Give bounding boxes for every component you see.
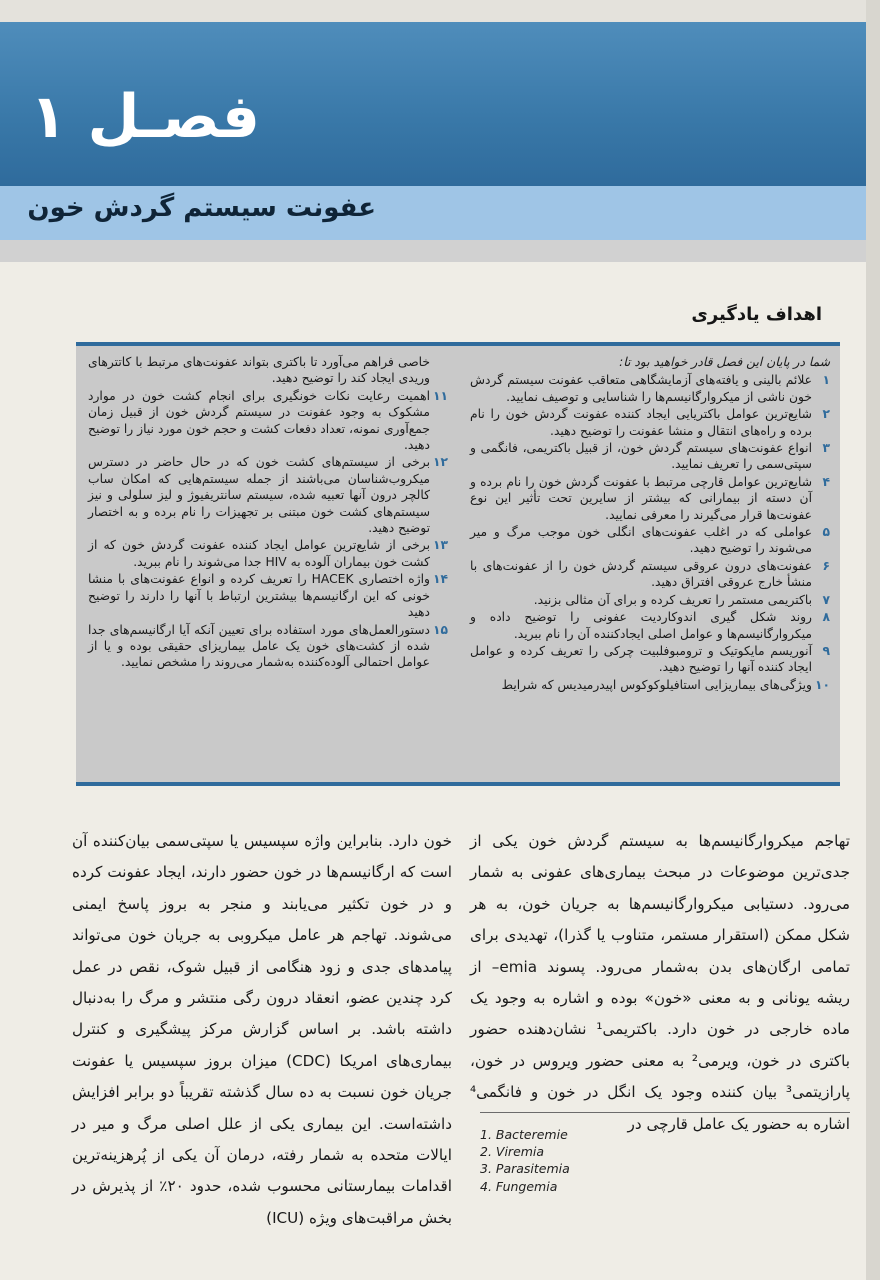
objective-number: ۴ [822, 474, 830, 489]
objective-number: ۳ [822, 441, 830, 456]
objective-item [470, 609, 830, 642]
objective-item [470, 592, 830, 608]
objective-item [470, 677, 830, 693]
objective-text: عفونت‌های درون عروقی سیستم گردش خون را از عفونت‌های با منشأ خارج عروقی افتراق دهید. [470, 558, 812, 590]
objective-item [88, 354, 448, 387]
footnotes [480, 1126, 820, 1195]
chapter-number: فصـل ۱ [30, 82, 260, 152]
objective-number: ۱۵ [432, 622, 448, 637]
objective-number: ۲ [822, 407, 830, 422]
objective-text: آنوریسم مایکوتیک و ترومبوفلبیت چرکی را تعریف کرده و عوامل ایجاد کننده آنها را توضیح دهید. [470, 643, 812, 675]
footnote-item: 2. Viremia [480, 1144, 545, 1160]
objective-text: عواملی که در اغلب عفونت‌های انگلی خون موجب مرگ و میر می‌شوند را توضیح دهید. [470, 525, 812, 556]
objective-text: باکتریمی مستمر را تعریف کرده و برای آن مثالی بزنید. [533, 592, 812, 607]
objective-number: ۷ [822, 592, 830, 607]
objective-text: اهمیت رعایت نکات خونگیری برای انجام کشت خون در موارد مشکوک به وجود عفونت در سیستم گردش خون از قبیل زمان جمع‌آوری نمونه، تعداد دفعات کشت و حجم خون مورد نیاز را توضیح دهید. [88, 388, 430, 453]
objective-item [470, 558, 830, 591]
body-paragraph-right: تهاجم میکروارگانیسم‌ها به سیستم گردش خون یکی از جدی‌ترین موضوعات در مبحث بیماری‌های عفونی به شمار می‌رود. دستیابی میکروارگانیسم‌ها به جریان خون، به هر شکل ممکن (استقرار مستمر، متناوب یا گذرا)، تهدیدی برای تمامی ارگان‌های بدن به‌شمار می‌رود. پسوند emia– از ریشه یونانی و به معنی «خون» بوده و اشاره به وجود یک ماده خارجی در خون دارد. باکتریمی¹ نشان‌دهنده حضور باکتری در خون، ویرمی² به معنی حضور ویروس در خون، پارازیتمی³ بیان کننده وجود یک انگل در خون و فانگمی⁴ اشاره به حضور یک عامل قارچی در [470, 832, 850, 1133]
footnote-item: 3. Parasitemia [480, 1161, 570, 1177]
body-paragraph-left: خون دارد. بنابراین واژه سپسیس یا سپتی‌سمی بیان‌کننده آن است که ارگانیسم‌ها در خون حضور دارند، ایجاد عفونت کرده و در خون تکثیر می‌یابند و منجر به بروز پاسخ ایمنی می‌شوند. تهاجم هر عامل میکروبی به جریان خون می‌تواند پیامدهای جدی و زود هنگامی از قبیل شوک، نقص در عمل کرد چندین عضو، انعقاد درون رگی منتشر و مرگ را به‌دنبال داشته باشد. بر اساس گزارش مرکز پیشگیری و کنترل بیماری‌های امریکا (CDC) میزان بروز سپسیس یا عفونت جریان خون نسبت به ده سال گذشته تقریباً دو برابر افزایش داشته‌است. این بیماری یکی از علل اصلی مرگ و میر در ایالات متحده به شمار رفته، درمان آن یکی از پُرهزینه‌ترین اقدامات بیمارستانی محسوب شده، حدود ۲۰٪ از پذیرش در بخش مراقبت‌های ویژه (ICU) [72, 832, 453, 1227]
objective-number: ۱۴ [432, 572, 448, 587]
objectives-column-left [88, 354, 448, 672]
objectives-list-left [88, 354, 448, 671]
objective-item [88, 537, 448, 570]
objective-number: ۱ [822, 373, 830, 388]
objective-text: برخی از شایع‌ترین عوامل ایجاد کننده عفونت گردش خون که از کشت خون بیماران آلوده به HIV جدا می‌شوند را نام ببرید. [88, 538, 430, 569]
objective-item [470, 524, 830, 557]
objectives-list-right [470, 372, 830, 693]
objective-text: شایع‌ترین عوامل باکتریایی ایجاد کننده عفونت گردش خون را نام برده و راه‌های انتقال و منشا عفونت را توضیح دهید. [470, 407, 812, 438]
objective-number: ۸ [822, 610, 830, 625]
page-top-strip [0, 0, 880, 22]
objective-item [470, 643, 830, 676]
objective-number [430, 354, 448, 387]
chapter-title: عفونت سیستم گردش خون [27, 193, 376, 223]
objective-number: ۱۱ [432, 388, 448, 403]
objective-item [88, 388, 448, 454]
objective-text: شایع‌ترین عوامل قارچی مرتبط با عفونت گردش خون را نام برده و آن دسته از بیمارانی که بیشتر از سایرین تحت تأثیر این نوع عفونت‌ها قرار می‌گیرند را معرفی نمایید. [470, 474, 812, 522]
objective-number: ۵ [822, 525, 830, 540]
objective-item [470, 372, 830, 405]
banner-shadow-band [0, 240, 866, 262]
objective-item [88, 454, 448, 536]
objective-text: برخی از سیستم‌های کشت خون که در حال حاضر در دسترس میکروب‌شناسان می‌باشند از جمله سیستم‌هایی که امکان ساب کالچر درون آنها تعبیه شده، سیستم سانتریفیوژ و لیز سلولی و نیز سیستم‌های کشت خون مبتنی بر تجهیزات را نام برده و به اختصار توضیح دهید. [88, 455, 430, 536]
objective-text: خاصی فراهم می‌آورد تا باکتری بتواند عفونت‌های مرتبط با کاتترهای وریدی ایجاد کند را توضیح دهید. [88, 355, 430, 386]
objectives-box [76, 342, 840, 786]
objectives-heading: اهداف یادگیری [691, 304, 822, 325]
objective-item [88, 622, 448, 671]
footnote-divider [480, 1112, 850, 1113]
objective-number: ۱۳ [432, 538, 448, 553]
objective-text: ویژگی‌های بیماریزایی استافیلوکوکوس اپیدرمیدیس که شرایط [501, 677, 812, 692]
objective-text: علائم بالینی و یافته‌های آزمایشگاهی متعاقب عفونت سیستم گردش خون ناشی از میکروارگانیسم‌ها را شناسایی و توصیف نمایید. [470, 373, 812, 404]
objective-text: روند شکل گیری اندوکاردیت عفونی را توضیح داده و میکروارگانیسم‌ها و عوامل اصلی ایجادکننده آن را نام ببرید. [470, 610, 812, 641]
objectives-column-right [470, 354, 830, 694]
objective-item [470, 474, 830, 523]
objective-text: واژه اختصاری HACEK را تعریف کرده و انواع عفونت‌های با منشا خونی که این ارگانیسم‌ها بیشترین ارتباط با آنها را دارند را توضیح دهید [88, 572, 430, 620]
objective-text: دستورالعمل‌های مورد استفاده برای تعیین آنکه آیا ارگانیسم‌های جدا شده از کشت‌های خون یک عامل بیماریزای حقیقی بوده و یا از عوامل احتمالی آلوده‌کننده به‌شمار می‌روند را مشخص نمایید. [88, 622, 430, 670]
footnote-item: 1. Bacteremie [480, 1127, 568, 1142]
objective-text: انواع عفونت‌های سیستم گردش خون، از قبیل باکتریمی، فانگمی و سپتی‌سمی را تعریف نمایید. [470, 441, 812, 472]
objectives-intro: شما در پایان این فصل قادر خواهید بود تا: [619, 355, 830, 369]
objective-number: ۱۰ [814, 677, 830, 692]
objective-number: ۶ [822, 558, 830, 573]
page-edge [866, 0, 880, 1280]
objective-item [470, 406, 830, 439]
objective-item [470, 440, 830, 473]
footnote-item: 4. Fungemia [480, 1178, 558, 1194]
objective-number: ۱۲ [432, 455, 448, 470]
objective-number: ۹ [822, 643, 830, 658]
objective-item [88, 571, 448, 620]
